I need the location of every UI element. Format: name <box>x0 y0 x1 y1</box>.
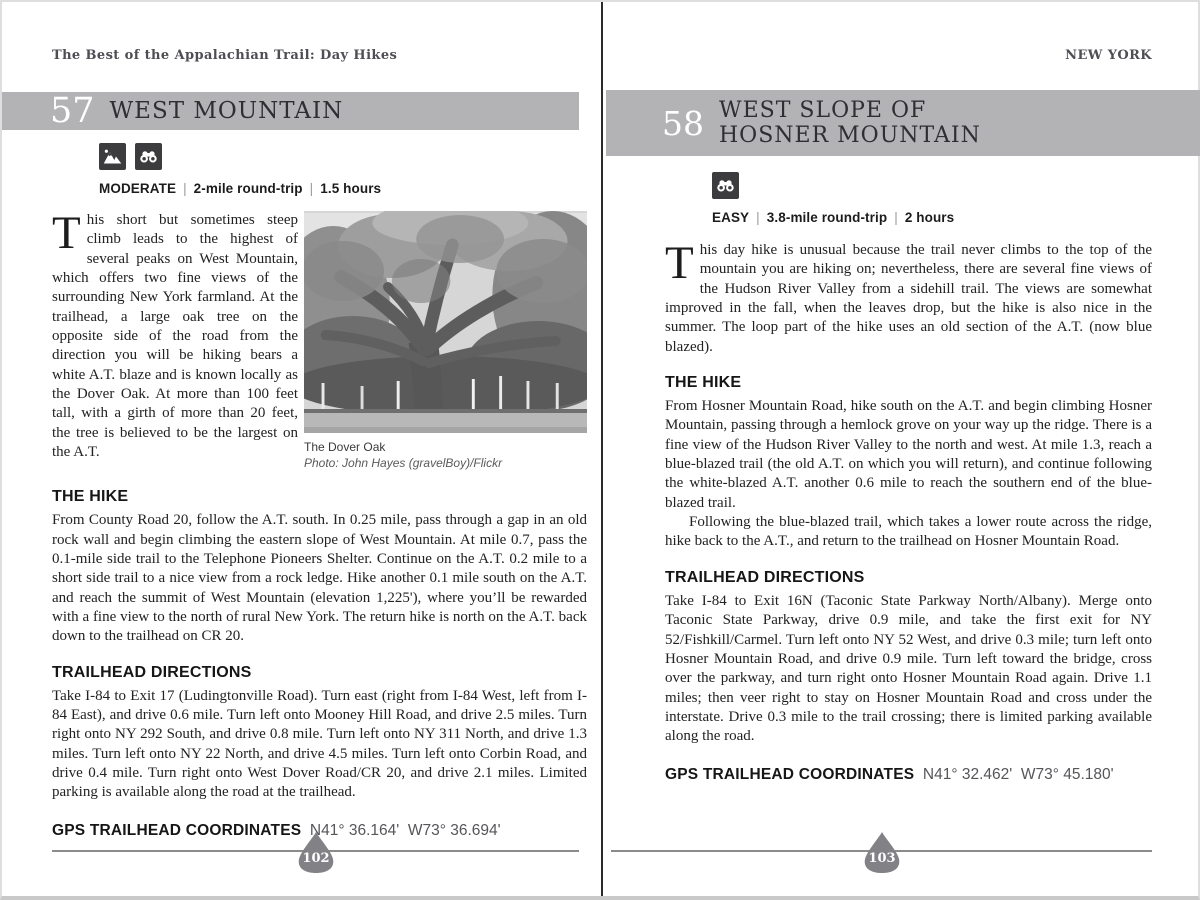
stat-separator: | <box>894 210 898 225</box>
intro-paragraph <box>52 207 298 462</box>
drop-cap: T <box>665 237 694 289</box>
running-head-right: NEW YORK <box>1065 48 1152 63</box>
hike-description: From County Road 20, follow the A.T. south. In 0.25 mile, pass through a gap in an old rock wall and begin climbing the eastern slope of West Mountain. At mile 0.7, pass the 0.1-mile side trail to the Telephone Pioneers Shelter. Continue on the A.T. 0.2 mile to a short side trail to a nice view from a rock ledge. Hike another 0.1 mile south on the A.T. and reach the summit of West Mountain (elevation 1,225'), where you’ll be rewarded with a fine view to the north of rural New York. The return hike is north on the A.T. back down to the trailhead on CR 20. <box>52 512 587 645</box>
hike-title: WEST MOUNTAIN <box>109 97 344 124</box>
running-head-left: The Best of the Appalachian Trail: Day Hikes <box>52 48 398 63</box>
distance: 3.8-mile round-trip <box>766 210 888 225</box>
feature-icons <box>99 143 587 170</box>
page-gutter-divider <box>601 2 603 896</box>
page-footer-left <box>52 830 579 874</box>
hike-title-line2: HOSNER MOUNTAIN <box>719 123 981 148</box>
section-heading-trailhead-directions: TRAILHEAD DIRECTIONS <box>52 663 252 681</box>
dover-oak-figure <box>304 211 587 471</box>
intro-text: his short but sometimes steep climb leads to the highest of several peaks on West Mountain, which offers two fine views of the surrounding New York farmland. At the trailhead, a large oak tree on the opposite side of the road from the direction you will be hiking bears a white A.T. blaze and is known locally as the Dover Oak. At more than 100 feet tall, with a girth of more than 20 feet, the tree is believed to be the largest on the A.T. <box>52 212 298 461</box>
page-number-badge <box>295 830 337 874</box>
dover-oak-photo <box>304 211 587 433</box>
hike-description-p2: Following the blue-blazed trail, which takes a lower route across the ridge, hike back to the A.T., and return to the trailhead on Hosner Mountain Road. <box>665 514 1152 550</box>
hike-number: 58 <box>662 103 704 143</box>
hike-title-band-57 <box>2 92 579 130</box>
duration: 1.5 hours <box>320 181 382 196</box>
trailhead-directions: Take I-84 to Exit 16N (Taconic State Parkway North/Albany). Merge onto Taconic State Parkway, drive 0.9 mile, and take the first exit for NY 52/Fishkill/Carmel. Turn left onto NY 52 West, and drive 0.3 mile; turn left onto Hosner Mountain Road, and drive 0.9 mile. Turn left toward the bridge, cross over the parkway, and turn right onto Hosner Mountain Road again. Drive 1.1 miles; then veer right to stay on Hosner Mountain Road and cross under the interstate. Drive 0.3 mile to the trail crossing; there is limited parking available along the road. <box>665 592 1152 745</box>
binoculars-icon <box>712 172 739 199</box>
binoculars-icon <box>135 143 162 170</box>
difficulty: MODERATE <box>99 181 177 196</box>
intro-paragraph <box>665 237 1152 357</box>
duration: 2 hours <box>904 210 955 225</box>
feature-icons <box>712 172 1152 199</box>
section-heading-the-hike: THE HIKE <box>665 374 742 392</box>
gps-coordinates <box>665 766 1152 784</box>
page-right <box>603 2 1200 896</box>
photo-caption-title: The Dover Oak <box>304 440 386 454</box>
hike-title <box>719 98 981 149</box>
hike-stats <box>712 210 1152 225</box>
stat-separator: | <box>756 210 760 225</box>
gps-label: GPS TRAILHEAD COORDINATES <box>665 765 915 783</box>
page-number: 103 <box>867 851 896 866</box>
gps-label: GPS TRAILHEAD COORDINATES <box>52 821 302 839</box>
hike-description-p1: From Hosner Mountain Road, hike south on the A.T. and begin climbing Hosner Mountain, passing through a hemlock grove on your way up the ridge. There is a fine view of the Hudson River Valley to the north and west. At mile 1.3, reach a blue-blazed trail (the old A.T. on which you will return), and continue following the white-blazed A.T. another 0.6 mile to reach the southern end of the blue-blazed trail. <box>665 398 1152 511</box>
stat-separator: | <box>309 181 314 196</box>
trailhead-directions: Take I-84 to Exit 17 (Ludingtonville Road). Turn east (right from I-84 West, left from I-84 East), and drive 0.6 mile. Turn left onto Mooney Hill Road, and drive 2.5 miles. Turn right onto NY 292 South, and drive 0.8 mile. Turn left onto NY 311 North, and drive 1.3 miles. Turn left onto NY 22 North, and drive 4.5 miles. Turn left onto Corbin Road, and drive 0.4 mile. Turn right onto West Dover Road/CR 20, and drive 2.1 miles. Limited parking is available along the road at the trailhead. <box>52 687 587 801</box>
distance: 2-mile round-trip <box>193 181 303 196</box>
hike-title-line1: WEST SLOPE OF <box>719 97 927 123</box>
photo-credit: Photo: John Hayes (gravelBoy)/Flickr <box>304 455 503 470</box>
hike-number: 57 <box>50 90 95 131</box>
stat-separator: | <box>183 181 187 196</box>
section-heading-the-hike: THE HIKE <box>52 488 129 506</box>
intro-text: his day hike is unusual because the trail never climbs to the top of the mountain you are hiking on; nevertheless, there are several fine views of the Hudson River Valley from a sidehill trail. The views are somewhat improved in the fall, when the leaves drop, but the hike is also nice in the summer. The loop part of the hike uses an old section of the A.T. (now blue blazed). <box>665 242 1152 355</box>
hike-stats <box>99 181 587 196</box>
gps-value: N41° 32.462' W73° 45.180' <box>922 765 1114 783</box>
hike-title-band-58 <box>606 90 1200 156</box>
gps-value: N41° 36.164' W73° 36.694' <box>309 821 501 839</box>
photo-caption <box>304 440 587 471</box>
mountain-icon <box>99 143 126 170</box>
page-number: 102 <box>301 851 330 866</box>
page-footer-right <box>611 830 1152 874</box>
page-left <box>2 2 601 896</box>
page-number-badge <box>861 830 903 874</box>
difficulty: EASY <box>712 210 750 225</box>
drop-cap: T <box>52 207 81 259</box>
section-heading-trailhead-directions: TRAILHEAD DIRECTIONS <box>665 568 865 586</box>
